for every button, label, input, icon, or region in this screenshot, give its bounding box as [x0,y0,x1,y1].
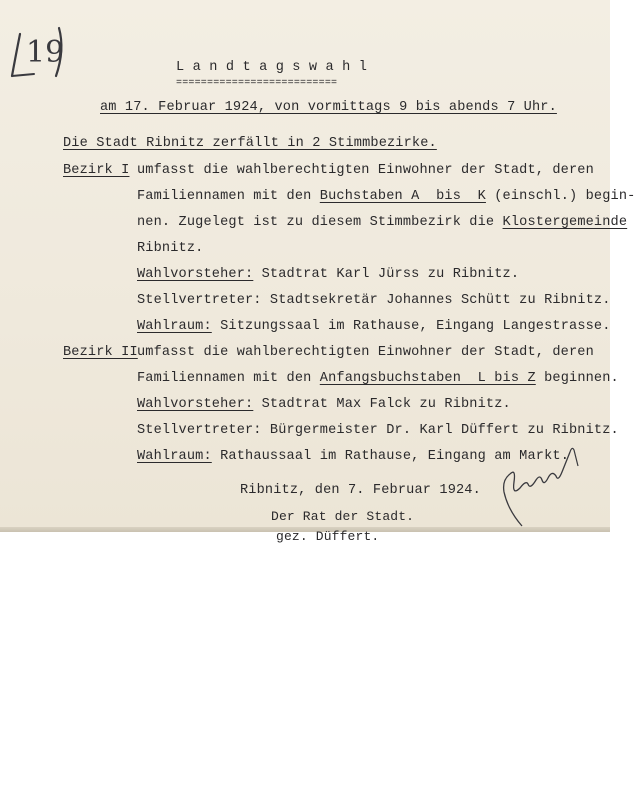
title-double-rule: ========================== [176,78,338,89]
bezirk-1-label: Bezirk I [63,163,130,178]
bezirk-1-line-2: Familiennamen mit den Buchstaben A bis K (einschl.) begin- [137,189,635,204]
bezirk-1-wahlvorsteher: Wahlvorsteher: Stadtrat Karl Jürss zu Ribnitz. [137,267,520,282]
bezirk-1-stellvertreter: Stellvertreter: Stadtsekretär Johannes Schütt zu Ribnitz. [137,293,611,308]
bezirk-2-line-1: umfasst die wahlberechtigten Einwohner der Stadt, deren [137,345,594,360]
bezirk-1-wahlraum: Wahlraum: Sitzungssaal im Rathause, Eingang Langestrasse. [137,319,611,334]
bezirk-1-line-4: Ribnitz. [137,241,204,256]
bezirk-2-letters: Anfangsbuchstaben L bis Z [319,371,536,386]
bezirk-2-stellvertreter: Stellvertreter: Bürgermeister Dr. Karl Düffert zu Ribnitz. [137,423,619,438]
archive-number: 19 [26,35,65,70]
bezirk-2-label: Bezirk II [63,345,138,360]
bezirk-2-line-2: Familiennamen mit den Anfangsbuchstaben L bis Z beginnen. [137,371,619,386]
archive-number-mark [4,14,74,84]
document-title: L a n d t a g s w a h l [176,60,368,75]
bezirk-1-letters: Buchstaben A bis K [319,189,486,204]
bezirk-2-wahlvorsteher: Wahlvorsteher: Stadtrat Max Falck zu Ribnitz. [137,397,511,412]
signed-line: gez. Düffert. [276,529,380,544]
bezirk-1-line-1: umfasst die wahlberechtigten Einwohner der Stadt, deren [137,163,594,178]
council-line: Der Rat der Stadt. [271,509,415,524]
place-and-date: Ribnitz, den 7. Februar 1924. [240,483,481,498]
election-date-line: am 17. Februar 1924, von vormittags 9 bis abends 7 Uhr. [100,100,557,115]
bezirk-1-line-3: nen. Zugelegt ist zu diesem Stimmbezirk die Klostergemeinde [137,215,628,230]
bezirk-2-wahlraum: Wahlraum: Rathaussaal im Rathause, Eingang am Markt. [137,449,570,464]
intro-line: Die Stadt Ribnitz zerfällt in 2 Stimmbezirke. [63,136,437,151]
klostergemeinde: Klostergemeinde [502,215,628,230]
handwritten-signature [486,440,596,530]
